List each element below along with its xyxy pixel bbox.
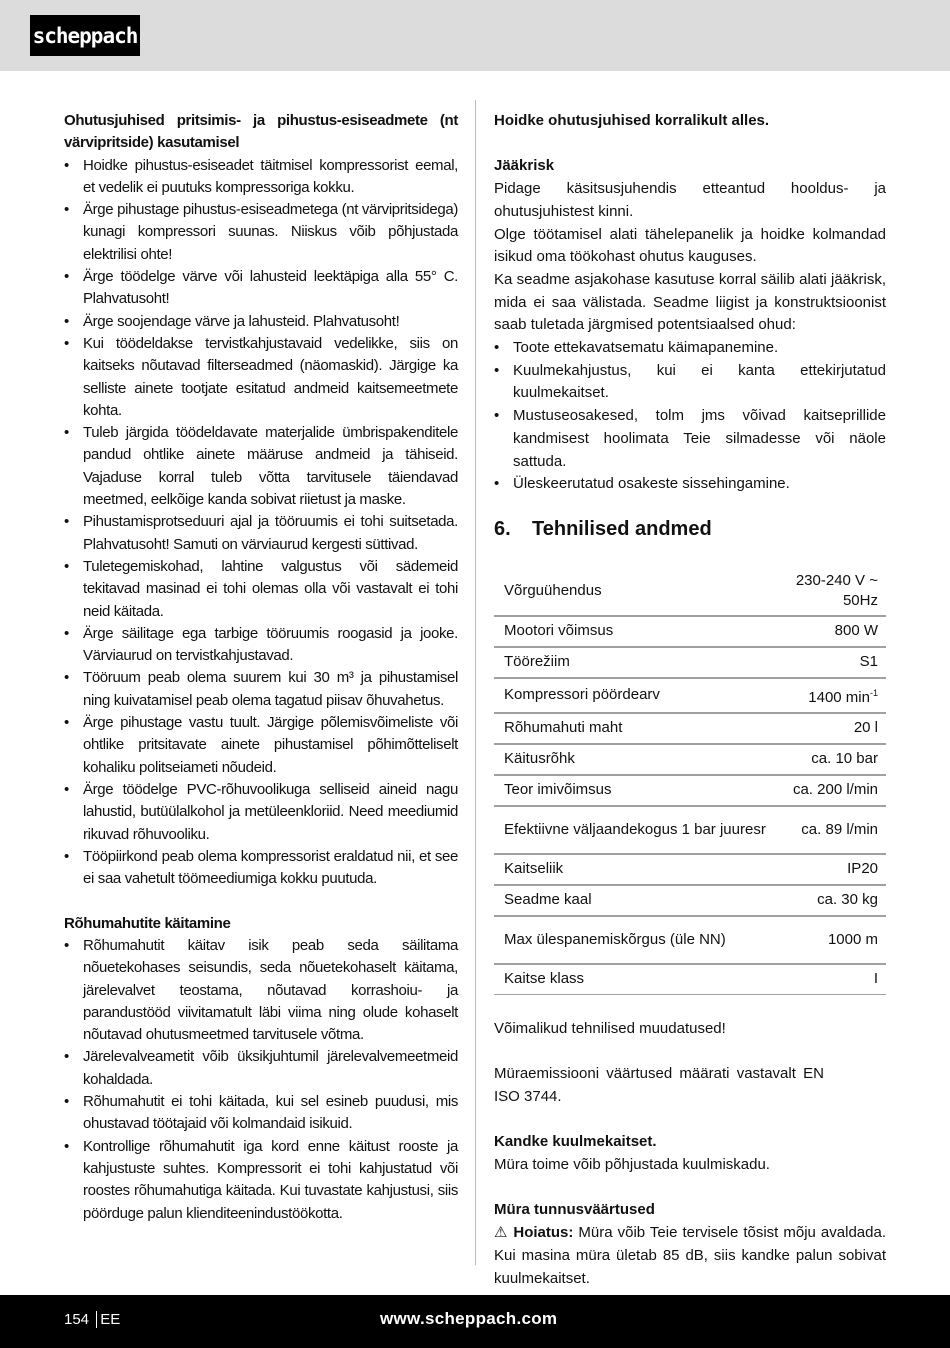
spec-label: Kaitseliik (494, 854, 776, 885)
spec-label: Teor imivõimsus (494, 775, 776, 806)
website-link[interactable]: www.scheppach.com (380, 1309, 558, 1328)
spec-value: ca. 10 bar (776, 744, 886, 775)
list-item: • Rõhumahutit käitav isik peab seda säilitama nõuetekohases seisundis, seda nõuetekohaselt käitama, järelevalvet teostama, nõutavad korrashoiu- ja parandustööd viivitamatult läbi viima ning olude kohaselt nõutavad ohutusmeetmed tarvitusele võtma. (64, 935, 458, 1046)
page-number (64, 1311, 120, 1328)
language-code: EE (100, 1311, 121, 1328)
page-number-value: 154 (64, 1311, 90, 1328)
list-item: • Järelevalveametit võib üksikjuhtumil järelevalvemeetmeid kohaldada. (64, 1046, 458, 1091)
paragraph: Olge töötamisel alati tähelepanelik ja hoidke kolmandad isikud oma töökohast ohutus kauguses. (494, 225, 886, 266)
warning-label: Hoiatus: (513, 1224, 574, 1242)
list-item: • Rõhumahutit ei tohi käitada, kui sel esineb puudusi, mis ohustavad töötajaid või kolmandaid isikuid. (64, 1091, 458, 1136)
spec-value: 20 l (776, 713, 886, 744)
spec-value: ca. 200 l/min (776, 775, 886, 806)
spec-label: Efektiivne väljaandekogus 1 bar juuresr (494, 806, 776, 854)
spec-row (494, 964, 886, 995)
list-item: • Ärge pihustage vastu tuult. Järgige põlemisvõimeliste või ohtlike pritsitavate ainete pihustamisel põhimõtteliselt kohaliku politseiameti nõudeid. (64, 712, 458, 779)
spec-label: Max ülespanemiskõrgus (üle NN) (494, 916, 776, 964)
spec-row (494, 647, 886, 678)
spec-row (494, 616, 886, 647)
list-item: • Ärge töödelge värve või lahusteid leektäpiga alla 55° C. Plahvatusoht! (64, 266, 458, 311)
list-item: • Kuulmekahjustus, kui ei kanta ettekirjutatud kuulmekaitset. (494, 360, 886, 405)
spec-value: 1000 m (776, 916, 886, 964)
noise-heading: Müra tunnusväärtused (494, 1201, 655, 1219)
paragraph: Ka seadme asjakohase kasutuse korral säilib alati jääkrisk, mida ei saa välistada. Seadme liigist ja konstruktsioonist saab tuletada järgmised potentsiaalsed ohud: (494, 270, 886, 334)
spec-row (494, 713, 886, 744)
spec-label: Mootori võimsus (494, 616, 776, 647)
warning (494, 1222, 886, 1290)
spec-label: Võrguühendus (494, 567, 776, 616)
column-divider (475, 100, 476, 1265)
list-item: • Kui töödeldakse tervistkahjustavaid vedelikke, siis on kaitseks nõutavad filterseadmed (näomaskid). Järgige ka selliste ainete tootjate esitatud andmeid kaitsemeetmete kohta. (64, 333, 458, 422)
spec-label: Seadme kaal (494, 885, 776, 916)
spec-row (494, 854, 886, 885)
keep-instructions: Hoidke ohutusjuhised korralikult alles. (494, 112, 770, 129)
spec-value: ca. 30 kg (776, 885, 886, 916)
list-item: • Mustuseosakesed, tolm jms võivad kaitseprillide kandmisest hoolimata Teie silmadesse või näole sattuda. (494, 405, 886, 473)
changes-note: Võimalikud tehnilised muudatused! (494, 1019, 726, 1037)
spec-value: S1 (776, 647, 886, 678)
header-bar (0, 0, 950, 71)
scheppach-logo: scheppach (30, 15, 140, 56)
list-item: • Tööruum peab olema suurem kui 30 m³ ja pihustamisel ning kuivatamisel peab olema tagatud piisav õhuvahetus. (64, 667, 458, 712)
left-column (64, 110, 458, 1225)
spec-label: Kompressori pöördearv (494, 678, 776, 713)
list-item: • Tööpiirkond peab olema kompressorist eraldatud nii, et see ei saa vahetult töömeediumiga kokku puutuda. (64, 846, 458, 891)
section-title: Tehnilised andmed (532, 517, 712, 540)
section-number: 6. (494, 517, 511, 540)
spec-value: ca. 89 l/min (776, 806, 886, 854)
list-item: • Toote ettekavatsematu käimapanemine. (494, 337, 886, 360)
spec-label: Käitusrõhk (494, 744, 776, 775)
risk-list (494, 337, 886, 496)
residual-risk-heading: Jääkrisk (494, 157, 555, 175)
list-item: • Ärge pihustage pihustus-esiseadmetega (nt värvipritsidega) kunagi kompressori suunas. Niiskus võib põhjustada elektrilisi ohte! (64, 199, 458, 266)
bullet-list (64, 155, 458, 891)
spec-label: Töörežiim (494, 647, 776, 678)
spec-row (494, 885, 886, 916)
specs-table (494, 567, 886, 996)
list-item: • Ärge töödelge PVC-rõhuvoolikuga selliseid aineid nagu lahustid, butüülalkohol ja metüleenkloriid. Need meediumid rikuvad rõhuvooliku. (64, 779, 458, 846)
section-heading: Rõhumahutite käitamine (64, 914, 231, 932)
spec-value: 230-240 V ~ 50Hz (776, 567, 886, 616)
spec-row (494, 806, 886, 854)
section-heading (494, 518, 886, 541)
list-item: • Pihustamisprotseduuri ajal ja tööruumis ei tohi suitsetada. Plahvatusoht! Samuti on värviaurud kergesti süttivad. (64, 511, 458, 556)
list-item: • Üleskeerutatud osakeste sissehingamine. (494, 473, 886, 496)
list-item: • Ärge säilitage ega tarbige tööruumis roogasid ja jooke. Värviaurud on tervistkahjustavad. (64, 623, 458, 668)
spec-row (494, 678, 886, 713)
spec-label: Rõhumahuti maht (494, 713, 776, 744)
list-item: • Hoidke pihustus-esiseadet täitmisel kompressorist eemal, et vedelik ei puutuks kompressoriga kokku. (64, 155, 458, 200)
spec-value: IP20 (776, 854, 886, 885)
right-column (494, 110, 886, 1290)
list-item: • Tuleb järgida töödeldavate materjalide ümbrispakenditele pandud ohtlike ainete määruse andmeid ja tähiseid. Vajaduse korral tuleb võtta tarvitusele täiendavad meetmed, eelkõige kanda sobivat riietust ja maske. (64, 422, 458, 511)
ear-text: Müra toime võib põhjustada kuulmiskadu. (494, 1156, 770, 1174)
list-item: • Tuletegemiskohad, lahtine valgustus või sädemeid tekitavad masinad ei tohi olemas olla või vastavalt ei tohi neid käitada. (64, 556, 458, 623)
paragraph: Pidage käsitsusjuhendis etteantud hooldus- ja ohutusjuhistest kinni. (494, 180, 886, 220)
warning-icon: ⚠ (494, 1224, 514, 1242)
spec-label: Kaitse klass (494, 964, 776, 995)
list-item: • Kontrollige rõhumahutit iga kord enne käitust rooste ja kahjustuste suhtes. Kompressorit ei tohi kahjustatud või roostes rõhumahutiga käitada. Kui tuvastate kahjustusi, siis pöörduge palun klienditeenindustöökotta. (64, 1136, 458, 1225)
spec-value: 800 W (776, 616, 886, 647)
bullet-list (64, 935, 458, 1225)
section-heading: Ohutusjuhised pritsimis- ja pihustus-esiseadmete (nt värvipritside) kasutamisel (64, 112, 458, 152)
spec-value: 1400 $\min^{-1}$ (776, 678, 886, 713)
spec-row (494, 916, 886, 964)
spec-value: I (776, 964, 886, 995)
noise-note: Müraemissiooni väärtused määrati vastavalt EN ISO 3744. (494, 1065, 824, 1105)
list-item: • Ärge soojendage värve ja lahusteid. Plahvatusoht! (64, 311, 458, 333)
footer-separator (96, 1311, 97, 1328)
spec-row (494, 567, 886, 616)
warning-text: Müra võib Teie tervisele tõsist mõju avaldada. Kui masina müra ületab 85 dB, siis kandke palun sobivat kuulmekaitset. (494, 1224, 886, 1287)
footer (0, 1295, 950, 1348)
spec-row (494, 775, 886, 806)
ear-heading: Kandke kuulmekaitset. (494, 1133, 657, 1151)
spec-row (494, 744, 886, 775)
